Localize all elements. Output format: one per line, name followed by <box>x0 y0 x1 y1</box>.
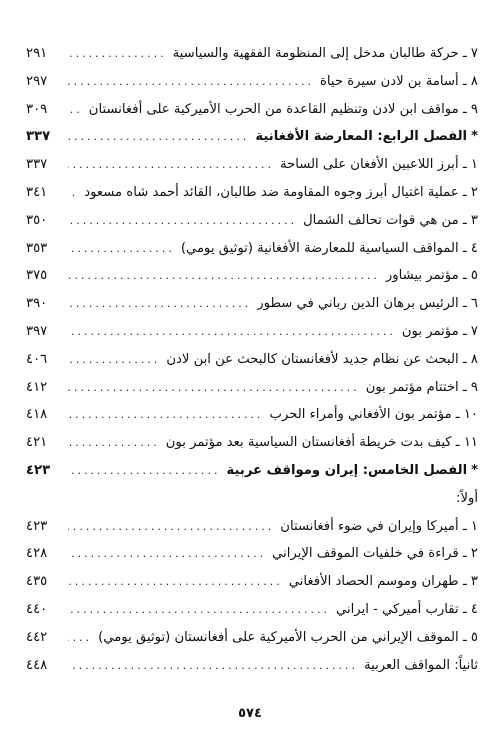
dot-leader <box>68 96 83 124</box>
dot-leader <box>68 374 360 402</box>
toc-entry <box>26 568 478 596</box>
toc-entry-text: الفصل الخامس: إيران ومواقف عربية <box>226 462 468 478</box>
toc-entry <box>26 290 478 318</box>
toc-page-number: ٤٤٠ <box>26 601 48 617</box>
toc-entry <box>26 346 478 374</box>
toc-entry-number: ٧ <box>470 323 478 339</box>
toc-entry-text: مؤتمر بون الأفغاني وأمراء الحرب <box>269 407 452 423</box>
toc-entry-number: ٥ <box>470 268 478 284</box>
toc-entry <box>26 652 478 680</box>
toc-entry-title: ٤ ـ تقارب أميركي - ايراني <box>335 601 478 617</box>
dot-leader <box>68 429 160 457</box>
toc-entry-title: ١ ـ أبرز اللاعبين الأفغان على الساحة <box>280 157 478 173</box>
toc-entry-title: ٥ ـ الموقف الإيراني من الحرب الأميركية على أفغانستان (توثيق يومي) <box>98 629 478 645</box>
toc-entry-title: ٧ ـ حركة طالبان مدخل إلى المنظومة الفقهية والسياسية <box>172 46 478 61</box>
toc-entry-title: ٦ ـ الرئيس برهان الدين رباني في سطور <box>257 296 478 312</box>
toc-entry-text: الفصل الرابع: المعارضة الأفغانية <box>255 129 468 145</box>
toc-entry-text: مؤتمر بيشاور <box>385 268 459 284</box>
dot-leader <box>68 262 380 290</box>
toc-page-number: ٣٩٧ <box>26 323 48 339</box>
toc-entry <box>26 540 478 568</box>
toc-page-number: ٤٢٣ <box>26 462 51 478</box>
toc-page-number: ٤١٢ <box>26 379 48 395</box>
page-number: ٥٧٤ <box>238 706 262 721</box>
toc-entry-number: ١٠ <box>463 407 478 423</box>
toc-page-number: ٢٩١ <box>26 46 48 61</box>
toc-page-number: ٤٠٦ <box>26 351 48 367</box>
toc-entry-number: ٨ <box>470 351 478 367</box>
toc-entry-text: من هي قوات تحالف الشمال <box>303 212 459 228</box>
dot-leader <box>68 346 160 374</box>
dot-leader <box>68 652 358 680</box>
dot-leader <box>68 68 314 96</box>
toc-entry-number: ٣ <box>470 212 478 228</box>
toc-page-number: ٤٤٢ <box>26 629 48 645</box>
dot-leader <box>68 624 92 652</box>
toc-entry-title: ٣ ـ من هي قوات تحالف الشمال <box>303 212 478 228</box>
toc-page-number: ٤٢٣ <box>26 518 48 534</box>
toc-entry <box>26 318 478 346</box>
toc-entry-text: ثانياً: المواقف العربية <box>364 657 478 673</box>
toc-entry-text: الرئيس برهان الدين رباني في سطور <box>257 296 459 312</box>
toc-entry <box>26 596 478 624</box>
dot-leader <box>68 596 330 624</box>
toc-entry <box>26 207 478 235</box>
toc-entry <box>26 151 478 179</box>
toc-entry-text: قراءة في خلفيات الموقف الإيراني <box>272 546 459 562</box>
toc-entry-text: حركة طالبان مدخل إلى المنظومة الفقهية والسياسية <box>172 46 459 61</box>
toc-entry-number: ٤ <box>470 601 478 617</box>
toc-entry-title: ٨ ـ أسامة بن لادن سيرة حياة <box>319 73 478 89</box>
toc-page-number: ٤٢٨ <box>26 546 48 562</box>
toc-entry-text: تقارب أميركي - ايراني <box>335 601 459 617</box>
toc-entry <box>26 513 478 541</box>
toc-entry <box>26 96 478 124</box>
toc-entry <box>26 429 478 457</box>
dot-leader <box>68 540 266 568</box>
toc-entry <box>26 262 478 290</box>
toc-page-number: ٤٤٨ <box>26 657 48 673</box>
toc-entry-title: ١ ـ أميركا وإيران في ضوء أفغانستان <box>280 518 478 534</box>
toc-entry-title: ٣ ـ طهران وموسم الحصاد الأفغاني <box>288 574 478 590</box>
toc-entry-text: أبرز اللاعبين الأفغان على الساحة <box>280 157 459 173</box>
toc-entry-number: ٩ <box>470 379 478 395</box>
toc-entry <box>26 235 478 263</box>
toc-entry-number: ١ <box>470 157 478 173</box>
toc-entry-text: أولاً: <box>456 490 478 506</box>
toc-page-number: ٣٥٣ <box>26 240 48 256</box>
chapter-star-marker: * <box>471 129 478 145</box>
toc-entry-number: ٧ <box>470 46 478 61</box>
toc-entry-number: ٨ <box>470 73 478 89</box>
toc-entry-number: ١ <box>470 518 478 534</box>
toc-entry-text: اختتام مؤتمر بون <box>365 379 459 395</box>
toc-entry <box>26 40 478 68</box>
toc-entry-title: ٤ ـ المواقف السياسية للمعارضة الأفغانية (توثيق يومي) <box>180 240 478 256</box>
dot-leader <box>68 179 78 207</box>
toc-page-number: ٤٣٥ <box>26 574 48 590</box>
toc-page-number: ٣٠٩ <box>26 101 48 117</box>
toc-entry-text: أسامة بن لادن سيرة حياة <box>319 73 459 89</box>
toc-entry-title <box>255 123 478 151</box>
toc-page-number: ٤١٨ <box>26 407 48 423</box>
toc-entry-text: مؤتمر بون <box>401 323 459 339</box>
toc-page-number: ٣٤١ <box>26 184 48 200</box>
dot-leader <box>68 151 274 179</box>
toc-entry-number: ٩ <box>470 101 478 117</box>
toc-entry-title: ٧ ـ مؤتمر بون <box>401 323 478 339</box>
toc-entry-text: البحث عن نظام جديد لأفغانستان كالبحث عن ابن لادن <box>166 351 459 367</box>
dot-leader <box>68 401 264 429</box>
toc-page-number: ٣٣٧ <box>26 157 48 173</box>
dot-leader <box>68 457 221 485</box>
dot-leader <box>68 568 283 596</box>
dot-leader <box>68 123 249 151</box>
toc-entry-number: ٦ <box>470 296 478 312</box>
toc-page-number: ٣٥٠ <box>26 212 48 228</box>
toc-entry-title <box>456 485 478 513</box>
toc-entry-title: ٩ ـ اختتام مؤتمر بون <box>365 379 478 395</box>
toc-entry-title: ٩ ـ مواقف ابن لادن وتنظيم القاعدة من الحرب الأميركية على أفغانستان <box>88 101 478 117</box>
chapter-star-marker: * <box>471 462 478 478</box>
dot-leader <box>68 207 297 235</box>
toc-entry-title: ٢ ـ عملية اغتيال أبرز وجوه المقاومة ضد طالبان، القائد أحمد شاه مسعود <box>84 184 478 200</box>
dot-leader <box>68 318 396 346</box>
toc-entry <box>26 68 478 96</box>
toc-entry-number: ٥ <box>470 629 478 645</box>
toc-entry <box>26 624 478 652</box>
toc-entry-text: المواقف السياسية للمعارضة الأفغانية (توثيق يومي) <box>180 240 459 256</box>
toc-chapter-heading <box>26 457 478 485</box>
toc-entry-text: طهران وموسم الحصاد الأفغاني <box>288 574 459 590</box>
toc-entry-title: ٨ ـ البحث عن نظام جديد لأفغانستان كالبحث عن ابن لادن <box>166 351 478 367</box>
toc-entry <box>26 485 478 513</box>
toc-entry-title <box>227 457 479 485</box>
toc-entry-title <box>364 652 478 680</box>
toc-entry-number: ١١ <box>463 435 478 451</box>
dot-leader <box>68 290 251 318</box>
toc-entry-title: ١١ ـ كيف بدت خريطة أفغانستان السياسية بعد مؤتمر بون <box>165 435 478 451</box>
toc-page-number: ٣٣٧ <box>26 129 51 145</box>
toc-page-number: ٣٩٠ <box>26 296 48 312</box>
toc-entry-number: ٣ <box>470 574 478 590</box>
toc-page-number: ٢٩٧ <box>26 73 48 89</box>
toc-entry-number: ٢ <box>470 184 478 200</box>
toc-page-number: ٤٢١ <box>26 435 48 451</box>
toc-page-number: ٣٧٥ <box>26 268 48 284</box>
toc-entry-title: ٢ ـ قراءة في خلفيات الموقف الإيراني <box>272 546 478 562</box>
toc-entry <box>26 374 478 402</box>
toc-entry-text: كيف بدت خريطة أفغانستان السياسية بعد مؤتمر بون <box>165 435 452 451</box>
toc-entry <box>26 401 478 429</box>
toc-entry-number: ٢ <box>470 546 478 562</box>
toc-entry <box>26 179 478 207</box>
toc-entry-text: مواقف ابن لادن وتنظيم القاعدة من الحرب الأميركية على أفغانستان <box>88 101 459 117</box>
toc-entry-number: ٤ <box>470 240 478 256</box>
dot-leader <box>68 235 175 263</box>
toc-chapter-heading <box>26 123 478 151</box>
toc-entry-text: أميركا وإيران في ضوء أفغانستان <box>280 518 459 534</box>
toc-entry-text: الموقف الإيراني من الحرب الأميركية على أفغانستان (توثيق يومي) <box>98 629 459 645</box>
toc-entry-text: عملية اغتيال أبرز وجوه المقاومة ضد طالبان، القائد أحمد شاه مسعود <box>84 184 459 200</box>
toc-entry-title: ١٠ ـ مؤتمر بون الأفغاني وأمراء الحرب <box>269 407 478 423</box>
dot-leader <box>68 513 274 541</box>
toc-list <box>26 40 478 679</box>
dot-leader <box>68 40 167 68</box>
toc-entry-title: ٥ ـ مؤتمر بيشاور <box>385 268 478 284</box>
